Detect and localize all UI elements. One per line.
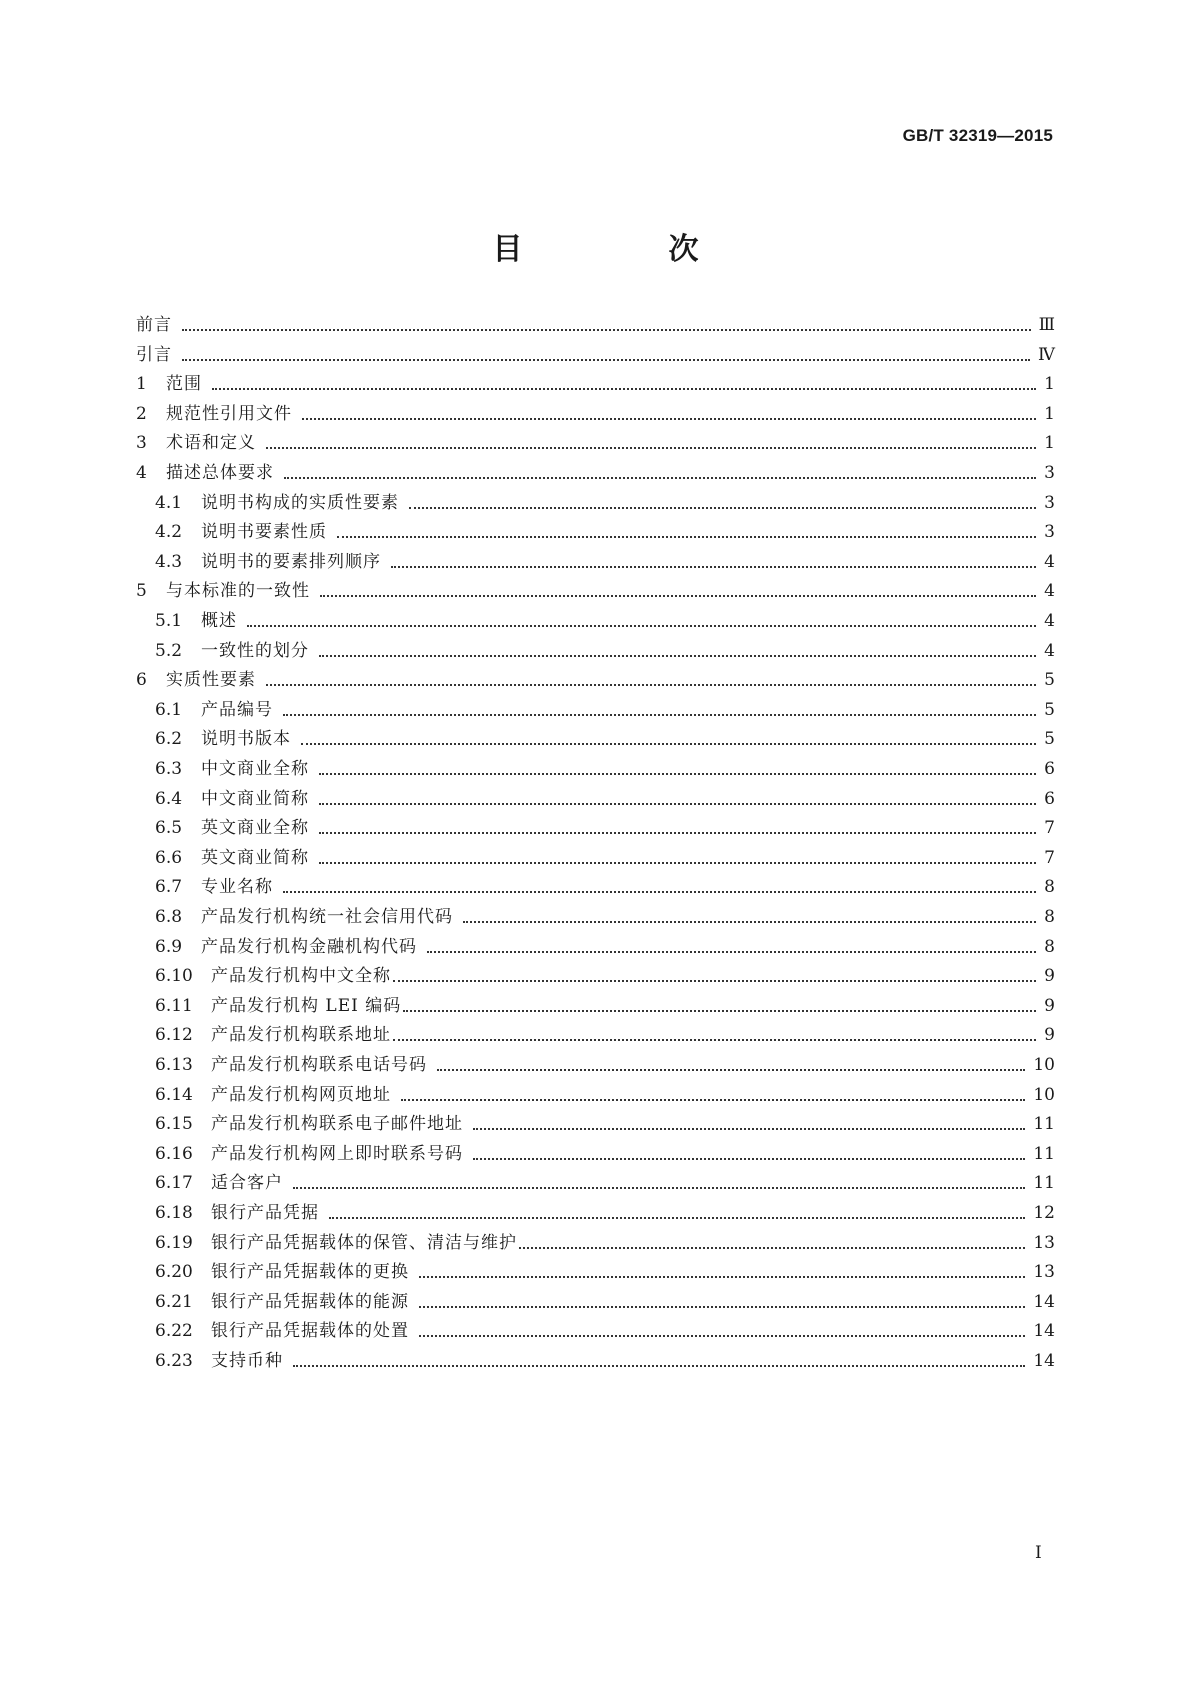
toc-entry-number: 4.3	[155, 552, 183, 572]
toc-entry-number: 6.19	[155, 1233, 193, 1253]
toc-entry-number: 4.1	[155, 493, 183, 513]
toc-entry[interactable]	[136, 428, 1055, 458]
toc-entry[interactable]	[155, 1346, 1055, 1376]
toc-entry-number: 6.13	[155, 1055, 193, 1075]
toc-entry-number: 5.2	[155, 641, 183, 661]
toc-leader-dots	[337, 536, 1036, 538]
toc-entry-page: 14	[1033, 1351, 1055, 1371]
toc-leader-dots	[427, 951, 1036, 953]
toc-entry-label: 术语和定义	[166, 433, 256, 453]
toc-entry-number: 6.18	[155, 1203, 193, 1223]
toc-leader-dots	[319, 803, 1036, 805]
toc-entry-number: 6.5	[155, 818, 183, 838]
toc-leader-dots	[182, 359, 1030, 361]
toc-leader-dots	[401, 1099, 1025, 1101]
toc-entry-label: 支持币种	[211, 1351, 283, 1371]
toc-entry-label: 中文商业简称	[201, 789, 309, 809]
toc-entry-label: 产品发行机构金融机构代码	[201, 937, 417, 957]
toc-entry-page: 8	[1044, 937, 1055, 957]
toc-entry[interactable]	[155, 636, 1055, 666]
toc-entry-page: Ⅳ	[1038, 345, 1055, 365]
toc-entry[interactable]	[155, 1080, 1055, 1110]
toc-entry-number: 6.20	[155, 1262, 193, 1282]
toc-entry-number: 2	[136, 404, 147, 424]
toc-leader-dots	[293, 1187, 1025, 1189]
toc-entry-label: 与本标准的一致性	[166, 581, 310, 601]
toc-entry[interactable]	[155, 1050, 1055, 1080]
toc-entry-label: 产品编号	[201, 700, 273, 720]
toc-entry-page: 4	[1044, 641, 1055, 661]
toc-entry-label: 前言	[136, 315, 172, 335]
toc-entry-number: 6.10	[155, 966, 193, 986]
toc-entry[interactable]	[155, 813, 1055, 843]
toc-leader-dots	[320, 595, 1036, 597]
toc-entry-page: 7	[1044, 818, 1055, 838]
toc-entry-page: 12	[1033, 1203, 1055, 1223]
toc-entry-number: 6.12	[155, 1025, 193, 1045]
toc-entry-label: 银行产品凭据	[211, 1203, 319, 1223]
toc-leader-dots	[403, 1010, 1036, 1012]
toc-entry-page: 11	[1033, 1173, 1055, 1193]
toc-entry-page: 3	[1044, 493, 1055, 513]
toc-entry-label: 银行产品凭据载体的处置	[211, 1321, 409, 1341]
toc-leader-dots	[212, 388, 1036, 390]
toc-entry[interactable]	[155, 902, 1055, 932]
toc-leader-dots	[409, 507, 1036, 509]
toc-leader-dots	[283, 714, 1036, 716]
toc-leader-dots	[391, 566, 1036, 568]
toc-leader-dots	[319, 832, 1036, 834]
toc-entry-number: 6.11	[155, 996, 193, 1016]
toc-entry[interactable]	[155, 724, 1055, 754]
page-number: I	[1035, 1543, 1042, 1563]
toc-entry[interactable]	[155, 784, 1055, 814]
toc-entry-label: 产品发行机构网页地址	[211, 1085, 391, 1105]
toc-entry-page: 9	[1044, 996, 1055, 1016]
toc-entry-label: 说明书版本	[201, 729, 291, 749]
toc-leader-dots	[473, 1158, 1025, 1160]
toc-entry-number: 4	[136, 463, 147, 483]
toc-entry[interactable]	[136, 310, 1055, 340]
toc-entry-label: 一致性的划分	[201, 641, 309, 661]
toc-entry-number: 3	[136, 433, 147, 453]
toc-leader-dots	[519, 1247, 1025, 1249]
toc-entry-page: 14	[1033, 1321, 1055, 1341]
toc-entry[interactable]	[155, 872, 1055, 902]
toc-entry[interactable]	[155, 606, 1055, 636]
toc-leader-dots	[319, 862, 1036, 864]
toc-entry[interactable]	[155, 1109, 1055, 1139]
toc-entry-page: 11	[1033, 1144, 1055, 1164]
toc-entry[interactable]	[136, 665, 1055, 695]
toc-entry-label: 产品发行机构中文全称	[211, 966, 391, 986]
toc-leader-dots	[437, 1069, 1025, 1071]
toc-entry-number: 6.9	[155, 937, 183, 957]
toc-leader-dots	[319, 773, 1036, 775]
toc-entry-number: 6.4	[155, 789, 183, 809]
toc-entry[interactable]	[136, 576, 1055, 606]
toc-entry[interactable]	[155, 991, 1055, 1021]
toc-entry-page: 6	[1044, 789, 1055, 809]
toc-leader-dots	[301, 743, 1036, 745]
toc-leader-dots	[266, 684, 1036, 686]
toc-entry-label: 产品发行机构网上即时联系号码	[211, 1144, 463, 1164]
toc-entry-label: 引言	[136, 345, 172, 365]
toc-entry[interactable]	[155, 1316, 1055, 1346]
toc-entry[interactable]	[155, 1198, 1055, 1228]
toc-entry-label: 银行产品凭据载体的能源	[211, 1292, 409, 1312]
toc-entry-page: 3	[1044, 522, 1055, 542]
toc-leader-dots	[393, 980, 1036, 982]
toc-entry[interactable]	[155, 932, 1055, 962]
toc-entry-number: 6.21	[155, 1292, 193, 1312]
toc-leader-dots	[473, 1128, 1025, 1130]
toc-entry-number: 6.6	[155, 848, 183, 868]
toc-entry-number: 6.16	[155, 1144, 193, 1164]
toc-entry-label: 范围	[166, 374, 202, 394]
toc-leader-dots	[419, 1335, 1025, 1337]
toc-entry-page: 11	[1033, 1114, 1055, 1134]
toc-entry[interactable]	[155, 1168, 1055, 1198]
toc-entry-page: 8	[1044, 907, 1055, 927]
toc-entry-label: 适合客户	[211, 1173, 283, 1193]
toc-entry-label: 产品发行机构统一社会信用代码	[201, 907, 453, 927]
toc-entry-number: 6.7	[155, 877, 183, 897]
toc-entry-label: 专业名称	[201, 877, 273, 897]
toc-entry-page: 8	[1044, 877, 1055, 897]
toc-entry[interactable]	[155, 961, 1055, 991]
toc-entry-page: 5	[1044, 700, 1055, 720]
toc-leader-dots	[283, 891, 1036, 893]
toc-entry-number: 6.23	[155, 1351, 193, 1371]
toc-leader-dots	[419, 1276, 1025, 1278]
toc-entry-label: 说明书要素性质	[201, 522, 327, 542]
toc-leader-dots	[302, 418, 1036, 420]
toc-entry-number: 5	[136, 581, 147, 601]
toc-entry-number: 6.14	[155, 1085, 193, 1105]
toc-entry[interactable]	[155, 1228, 1055, 1258]
toc-entry-label: 产品发行机构 LEI 编码	[211, 996, 402, 1016]
toc-entry-label: 产品发行机构联系电子邮件地址	[211, 1114, 463, 1134]
toc-entry-page: 13	[1033, 1262, 1055, 1282]
toc-entry[interactable]	[155, 1257, 1055, 1287]
page-title: 目 次	[492, 232, 757, 267]
toc-entry-page: 4	[1044, 611, 1055, 631]
toc-entry-label: 说明书构成的实质性要素	[201, 493, 399, 513]
toc-entry-label: 描述总体要求	[166, 463, 274, 483]
toc-entry-number: 6.3	[155, 759, 183, 779]
toc-leader-dots	[329, 1217, 1025, 1219]
toc-leader-dots	[182, 329, 1031, 331]
toc-leader-dots	[284, 477, 1036, 479]
toc-entry[interactable]	[155, 754, 1055, 784]
toc-entry-page: 4	[1044, 581, 1055, 601]
toc-entry-page: 4	[1044, 552, 1055, 572]
toc-entry-page: 14	[1033, 1292, 1055, 1312]
toc-leader-dots	[247, 625, 1036, 627]
toc-entry-label: 银行产品凭据载体的更换	[211, 1262, 409, 1282]
toc-entry-page: 10	[1033, 1085, 1055, 1105]
toc-entry-number: 6.15	[155, 1114, 193, 1134]
toc-entry-page: 5	[1044, 729, 1055, 749]
toc-entry-page: Ⅲ	[1038, 315, 1055, 335]
toc-entry-page: 1	[1044, 374, 1055, 394]
toc-entry-page: 3	[1044, 463, 1055, 483]
toc-entry-number: 4.2	[155, 522, 183, 542]
toc-leader-dots	[319, 655, 1036, 657]
toc-entry[interactable]	[155, 488, 1055, 518]
toc-leader-dots	[293, 1365, 1025, 1367]
toc-entry[interactable]	[155, 843, 1055, 873]
toc-entry-number: 5.1	[155, 611, 183, 631]
toc-entry-number: 1	[136, 374, 147, 394]
toc-entry-number: 6.17	[155, 1173, 193, 1193]
toc-entry-number: 6	[136, 670, 147, 690]
toc-entry-label: 规范性引用文件	[166, 404, 292, 424]
toc-entry-page: 13	[1033, 1233, 1055, 1253]
toc-leader-dots	[419, 1306, 1025, 1308]
toc-entry-label: 产品发行机构联系地址	[211, 1025, 391, 1045]
toc-entry-label: 英文商业全称	[201, 818, 309, 838]
toc-entry[interactable]	[136, 399, 1055, 429]
toc-entry[interactable]	[136, 340, 1055, 370]
toc-entry[interactable]	[155, 1139, 1055, 1169]
standard-code: GB/T 32319—2015	[902, 126, 1053, 145]
toc-entry-page: 10	[1033, 1055, 1055, 1075]
toc-entry[interactable]	[136, 369, 1055, 399]
toc-entry-number: 6.2	[155, 729, 183, 749]
toc-entry-label: 说明书的要素排列顺序	[201, 552, 381, 572]
toc-entry-page: 9	[1044, 966, 1055, 986]
toc-leader-dots	[266, 447, 1036, 449]
toc-leader-dots	[463, 921, 1036, 923]
toc-entry-number: 6.22	[155, 1321, 193, 1341]
toc-entry[interactable]	[136, 458, 1055, 488]
toc-entry-number: 6.8	[155, 907, 183, 927]
toc-entry[interactable]	[155, 517, 1055, 547]
toc-entry-page: 1	[1044, 433, 1055, 453]
toc-entry-page: 9	[1044, 1025, 1055, 1045]
toc-entry-label: 银行产品凭据载体的保管、清洁与维护	[211, 1233, 517, 1253]
toc-leader-dots	[393, 1039, 1036, 1041]
toc-entry-label: 产品发行机构联系电话号码	[211, 1055, 427, 1075]
toc-entry[interactable]	[155, 695, 1055, 725]
toc-entry-page: 1	[1044, 404, 1055, 424]
toc-entry-label: 实质性要素	[166, 670, 256, 690]
toc-entry-page: 5	[1044, 670, 1055, 690]
toc-entry[interactable]	[155, 1020, 1055, 1050]
toc-entry-label: 中文商业全称	[201, 759, 309, 779]
toc-entry-page: 7	[1044, 848, 1055, 868]
toc-entry-page: 6	[1044, 759, 1055, 779]
toc-entry[interactable]	[155, 1287, 1055, 1317]
toc-entry-label: 英文商业简称	[201, 848, 309, 868]
toc-entry[interactable]	[155, 547, 1055, 577]
toc-entry-label: 概述	[201, 611, 237, 631]
toc-entry-number: 6.1	[155, 700, 183, 720]
